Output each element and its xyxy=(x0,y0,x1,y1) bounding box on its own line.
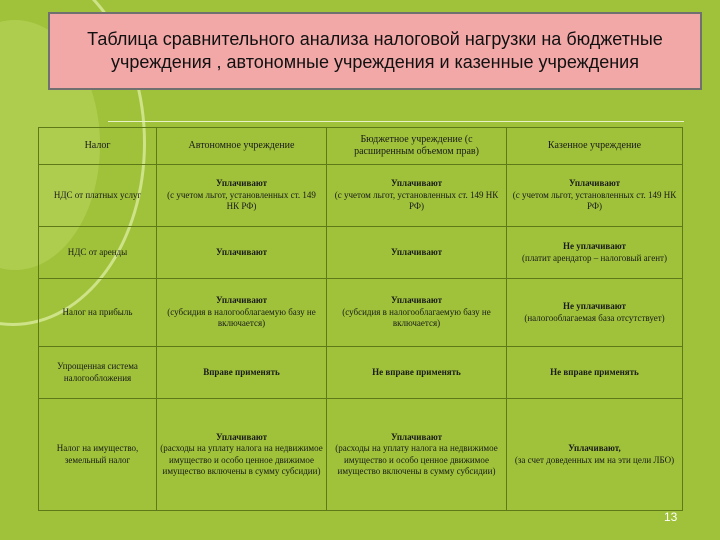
status-text: Уплачивают xyxy=(390,246,443,257)
table-row xyxy=(39,399,683,511)
status-text: Не вправе применять xyxy=(550,366,639,377)
divider-line xyxy=(108,121,684,122)
note-text: (платит арендатор – налоговый агент) xyxy=(522,252,667,263)
tax-name: НДС от аренды xyxy=(39,227,157,279)
cell-state xyxy=(507,279,683,347)
tax-name: Упрощенная система налогообложения xyxy=(39,347,157,399)
note-text: (расходы на уплату налога на недвижимое имущество и особо ценное движимое имущество включены в сумму субсидии) xyxy=(335,443,498,476)
cell-budget xyxy=(327,279,507,347)
status-text: Уплачивают, xyxy=(568,443,621,453)
slide-title: Таблица сравнительного анализа налоговой нагрузки на бюджетные учреждения , автономные учреждения и казенные учреждения xyxy=(87,29,663,72)
page-number: 13 xyxy=(664,510,678,524)
cell-state xyxy=(507,399,683,511)
tax-name: Налог на имущество, земельный налог xyxy=(39,399,157,511)
table-row xyxy=(39,165,683,227)
status-text: Уплачивают xyxy=(390,431,443,442)
note-text: (с учетом льгот, установленных ст. 149 НК РФ) xyxy=(167,189,316,212)
status-text: Уплачивают xyxy=(390,178,443,189)
cell-budget xyxy=(327,165,507,227)
note-text: (с учетом льгот, установленных ст. 149 НК РФ) xyxy=(512,189,677,212)
table-row xyxy=(39,347,683,399)
note-text: (с учетом льгот, установленных ст. 149 НК РФ) xyxy=(334,189,499,212)
table-row xyxy=(39,227,683,279)
cell-state xyxy=(507,227,683,279)
header-state: Казенное учреждение xyxy=(507,128,683,165)
cell-state xyxy=(507,165,683,227)
status-text: Не уплачивают xyxy=(563,241,626,251)
header-budget: Бюджетное учреждение (с расширенным объемом прав) xyxy=(327,128,507,165)
cell-autonomous xyxy=(157,399,327,511)
header-tax: Налог xyxy=(39,128,157,165)
tax-comparison-table xyxy=(38,127,683,511)
status-text: Не вправе применять xyxy=(372,366,461,377)
note-text: (расходы на уплату налога на недвижимое имущество и особо ценное движимое имущество включены в сумму субсидии) xyxy=(160,443,323,476)
cell-state xyxy=(507,347,683,399)
cell-budget xyxy=(327,399,507,511)
header-autonomous: Автономное учреждение xyxy=(157,128,327,165)
cell-autonomous xyxy=(157,279,327,347)
note-text: (субсидия в налогооблагаемую базу не включается) xyxy=(342,306,491,329)
note-text: (налогооблагаемая база отсутствует) xyxy=(524,312,665,323)
cell-budget xyxy=(327,227,507,279)
table-row xyxy=(39,279,683,347)
status-text: Не уплачивают xyxy=(563,301,626,311)
status-text: Уплачивают xyxy=(215,431,268,442)
title-box xyxy=(48,12,702,90)
status-text: Уплачивают xyxy=(215,246,268,257)
header-row xyxy=(39,128,683,165)
tax-name: НДС от платных услуг xyxy=(39,165,157,227)
note-text: (за счет доведенных им на эти цели ЛБО) xyxy=(514,454,675,465)
cell-autonomous xyxy=(157,227,327,279)
cell-autonomous xyxy=(157,347,327,399)
status-text: Уплачивают xyxy=(215,295,268,306)
status-text: Уплачивают xyxy=(390,295,443,306)
note-text: (субсидия в налогооблагаемую базу не включается) xyxy=(167,306,316,329)
status-text: Уплачивают xyxy=(215,178,268,189)
tax-name: Налог на прибыль xyxy=(39,279,157,347)
cell-budget xyxy=(327,347,507,399)
status-text: Вправе применять xyxy=(203,366,280,377)
status-text: Уплачивают xyxy=(568,178,621,189)
cell-autonomous xyxy=(157,165,327,227)
